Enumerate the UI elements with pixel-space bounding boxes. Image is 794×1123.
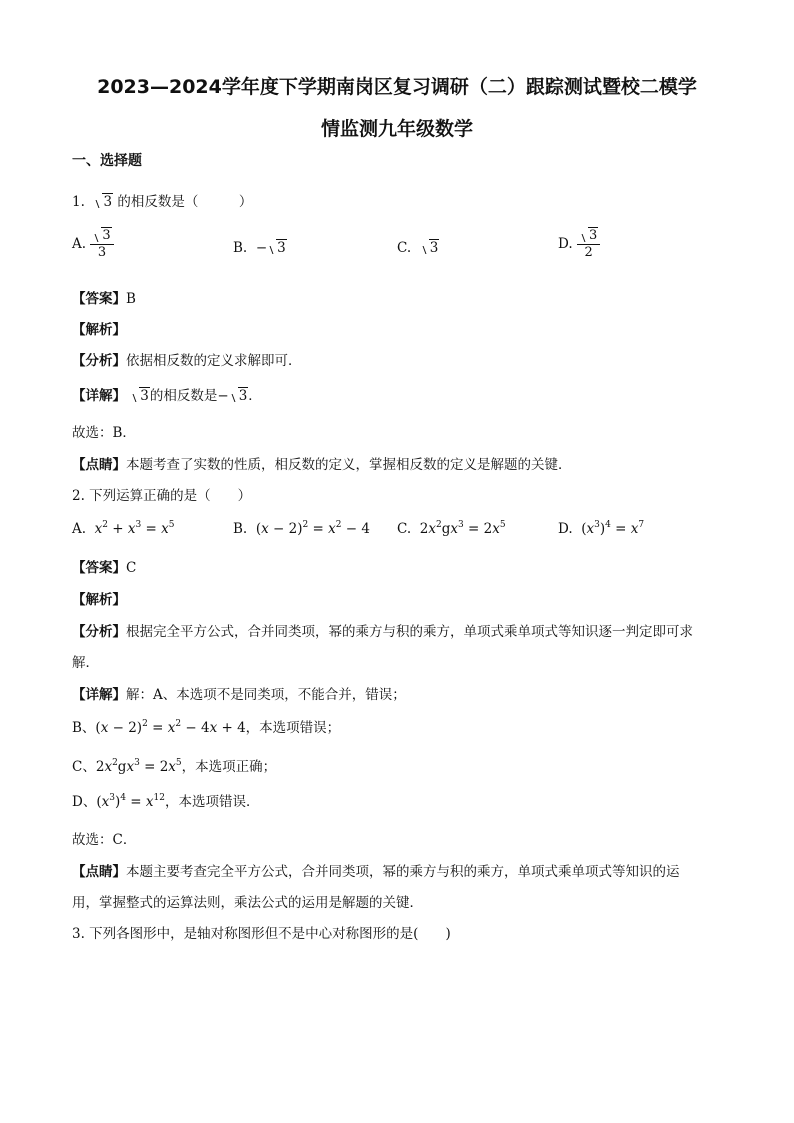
answer-tag: 【答案】 <box>72 560 126 576</box>
answer-tag: 【答案】 <box>72 291 126 307</box>
denominator: 3 <box>97 245 107 260</box>
q2-detail-c <box>72 755 276 775</box>
denominator: 2 <box>584 245 593 260</box>
detail-b-label: B、 <box>72 720 96 736</box>
q2-fenxi-cont: 解． <box>72 655 99 671</box>
radicand: 3 <box>140 388 149 404</box>
numerator: 3 <box>588 228 598 243</box>
q1-answer <box>72 287 136 307</box>
detail-d-label: D、 <box>72 794 97 810</box>
q2-option-a <box>72 520 175 537</box>
dianjing-text: 本题考查了实数的性质，相反数的定义，掌握相反数的定义是解题的关键． <box>126 457 572 473</box>
detail-d-text: ，本选项错误． <box>164 794 260 810</box>
q3-stem: 3. 下列各图形中，是轴对称图形但不是中心对称图形的是( ) <box>72 926 451 942</box>
q2-fenxi <box>72 620 693 640</box>
answer-value: C <box>126 560 137 576</box>
radicand: 3 <box>429 240 439 256</box>
option-label: D. <box>558 521 573 537</box>
q2-answer <box>72 556 136 576</box>
fenxi-text: 根据完全平方公式，合并同类项，幂的乘方与积的乘方，单项式乘单项式等知识逐一判定即可求 <box>126 624 693 640</box>
q2-detail <box>72 683 406 703</box>
option-label: A. <box>72 236 87 252</box>
option-label: B. <box>233 521 248 537</box>
page-title-line1: 2023—2024学年度下学期南岗区复习调研（二）跟踪测试暨校二模学 <box>97 76 697 98</box>
q2-dianjing <box>72 860 680 880</box>
q1-fenxi <box>72 349 302 369</box>
detail-tag: 【详解】 <box>72 687 126 703</box>
formula: $2x^2gx^3 = 2x^5$ <box>419 520 506 537</box>
fenxi-tag: 【分析】 <box>72 353 126 369</box>
detail-b-text: ，本选项错误； <box>245 720 341 736</box>
q2-option-d <box>558 520 644 537</box>
detail-end: ． <box>248 388 262 404</box>
q1-option-d <box>558 228 600 261</box>
radicand: 3 <box>277 240 286 256</box>
dianjing-tag: 【点睛】 <box>72 457 126 473</box>
q1-dianjing <box>72 453 572 473</box>
q2-option-c <box>397 520 506 537</box>
option-label: C. <box>397 240 412 256</box>
formula: $(x^3)^4 = x^{12}$ <box>96 793 165 810</box>
detail-tag: 【详解】 <box>72 388 126 404</box>
radicand: 3 <box>238 388 248 404</box>
answer-value: B <box>126 291 136 307</box>
minus-sign: − <box>255 240 268 256</box>
fenxi-tag: 【分析】 <box>72 624 126 640</box>
analysis-tag: 【解析】 <box>72 322 126 338</box>
sqrt-symbol <box>93 194 113 210</box>
detail-c-label: C、 <box>72 759 96 775</box>
q1-option-a <box>72 228 114 261</box>
option-label: C. <box>397 521 412 537</box>
section-heading: 一、选择题 <box>72 153 142 169</box>
q1-stem <box>72 190 252 210</box>
q1-stem-text: 的相反数是（ ） <box>117 194 253 210</box>
option-label: D. <box>558 236 573 252</box>
option-label: A. <box>72 521 87 537</box>
q2-detail-d <box>72 790 259 810</box>
detail-text: 的相反数是 <box>149 388 218 404</box>
fenxi-text: 依据相反数的定义求解即可． <box>126 353 302 369</box>
page-title-line2: 情监测九年级数学 <box>320 118 473 140</box>
formula: $x^2 + x^3 = x^5$ <box>94 520 175 537</box>
q2-choose: 故选：C． <box>72 832 137 848</box>
fraction <box>577 228 600 261</box>
dianjing-tag: 【点睛】 <box>72 864 126 880</box>
analysis-tag: 【解析】 <box>72 592 126 608</box>
formula: $(x - 2)^2 = x^2 - 4$ <box>255 520 370 537</box>
formula: $2x^2gx^3 = 2x^5$ <box>95 758 182 775</box>
minus-sign: − <box>217 388 229 404</box>
formula: $(x^3)^4 = x^7$ <box>581 520 645 537</box>
numerator: 3 <box>102 228 111 243</box>
q2-option-b <box>233 520 370 537</box>
q1-choose: 故选：B． <box>72 425 136 441</box>
q1-number: 1. <box>72 194 85 210</box>
q1-option-c <box>397 240 439 256</box>
fraction <box>90 228 113 261</box>
detail-c-text: ，本选项正确； <box>181 759 277 775</box>
q2-detail-b <box>72 716 340 736</box>
q2-dianjing-cont: 用，掌握整式的运算法则，乘法公式的运用是解题的关键． <box>72 895 423 911</box>
q1-option-b <box>233 240 287 256</box>
q1-detail <box>72 384 262 404</box>
dianjing-text: 本题主要考查完全平方公式，合并同类项，幂的乘方与积的乘方，单项式乘单项式等知识的运 <box>126 864 680 880</box>
q2-analysis-tag <box>72 588 126 608</box>
option-label: B. <box>233 240 248 256</box>
q2-stem: 2. 下列运算正确的是（ ） <box>72 488 252 504</box>
formula: $(x - 2)^2 = x^2 - 4x + 4$ <box>95 719 246 736</box>
radicand: 3 <box>103 194 113 210</box>
q1-analysis-tag <box>72 318 126 338</box>
detail-a-text: 解：A、本选项不是同类项，不能合并，错误； <box>126 687 406 703</box>
